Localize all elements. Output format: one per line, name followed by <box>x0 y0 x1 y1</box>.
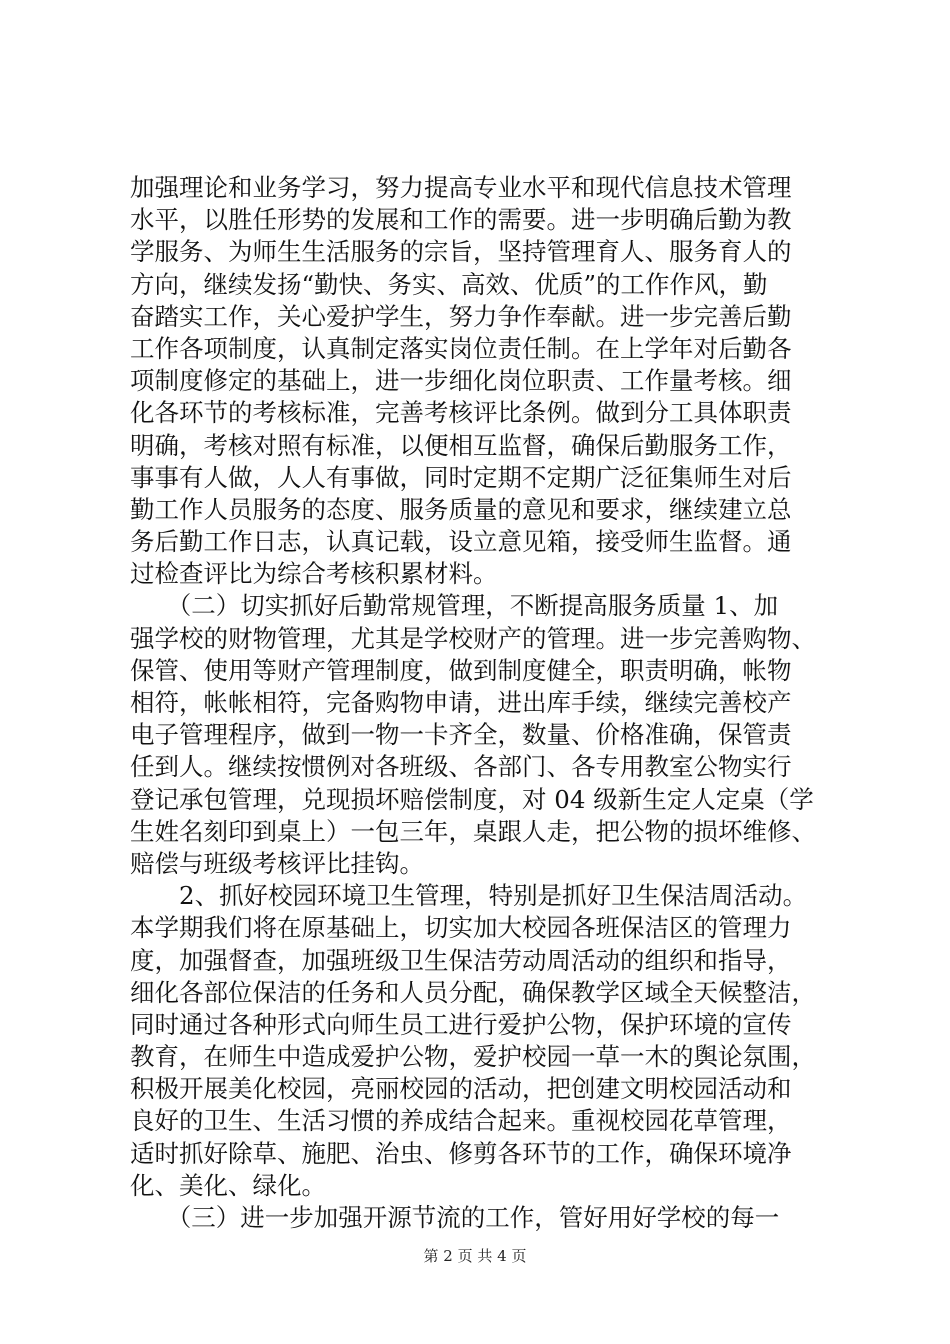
text-line: 学服务、为师生生活服务的宗旨，坚持管理育人、服务育人的 <box>130 237 792 267</box>
text-line: 化各环节的考核标准，完善考核评比条例。做到分工具体职责 <box>130 398 792 428</box>
text-line: 电子管理程序，做到一物一卡齐全，数量、价格准确，保管责 <box>130 720 792 750</box>
text-line: 2、抓好校园环境卫生管理，特别是抓好卫生保洁周活动。 <box>130 881 808 911</box>
text-line: 务后勤工作日志，认真记载，设立意见箱，接受师生监督。通 <box>130 527 792 557</box>
text-line: 过检查评比为综合考核积累材料。 <box>130 559 498 589</box>
text-line: 明确，考核对照有标准，以便相互监督，确保后勤服务工作， <box>130 430 792 460</box>
body-text <box>130 172 830 1234</box>
text-line: 化、美化、绿化。 <box>130 1170 326 1200</box>
text-line: 勤工作人员服务的态度、服务质量的意见和要求，继续建立总 <box>130 494 792 524</box>
text-line: 奋踏实工作，关心爱护学生，努力争作奉献。进一步完善后勤 <box>130 301 792 331</box>
text-line: 水平，以胜任形势的发展和工作的需要。进一步明确后勤为教 <box>130 205 792 235</box>
text-line: （三）进一步加强开源节流的工作，管好用好学校的每一 <box>130 1203 780 1232</box>
text-line: 方向，继续发扬“勤快、务实、高效、优质”的工作作风，勤 <box>130 269 768 299</box>
text-line: 度，加强督查，加强班级卫生保洁劳动周活动的组织和指导， <box>130 945 792 975</box>
text-line: 登记承包管理，兑现损坏赔偿制度，对 04 级新生定人定桌（学 <box>130 784 814 814</box>
text-line: 保管、使用等财产管理制度，做到制度健全，职责明确，帐物 <box>130 655 792 685</box>
text-line: 加强理论和业务学习，努力提高专业水平和现代信息技术管理 <box>130 173 792 202</box>
text-line: 细化各部位保洁的任务和人员分配，确保教学区域全天候整洁， <box>130 977 816 1007</box>
text-line: 良好的卫生、生活习惯的养成结合起来。重视校园花草管理， <box>130 1106 792 1136</box>
text-line: 任到人。继续按惯例对各班级、各部门、各专用教室公物实行 <box>130 752 792 782</box>
text-line: 事事有人做，人人有事做，同时定期不定期广泛征集师生对后 <box>130 462 792 492</box>
text-line: 同时通过各种形式向师生员工进行爱护公物，保护环境的宣传 <box>130 1009 792 1039</box>
text-line: 适时抓好除草、施肥、治虫、修剪各环节的工作，确保环境净 <box>130 1138 792 1168</box>
text-line: 积极开展美化校园，亮丽校园的活动，把创建文明校园活动和 <box>130 1074 792 1104</box>
text-line: 教育，在师生中造成爱护公物，爱护校园一草一木的舆论氛围， <box>130 1042 816 1072</box>
text-line: 赔偿与班级考核评比挂钩。 <box>130 848 424 878</box>
text-line: 工作各项制度，认真制定落实岗位责任制。在上学年对后勤各 <box>130 333 792 363</box>
text-line: 强学校的财物管理，尤其是学校财产的管理。进一步完善购物、 <box>130 623 816 653</box>
text-line: 生姓名刻印到桌上）一包三年，桌跟人走，把公物的损坏维修、 <box>130 816 816 846</box>
text-line: （二）切实抓好后勤常规管理，不断提高服务质量 1、加 <box>130 591 779 621</box>
text-line: 项制度修定的基础上，进一步细化岗位职责、工作量考核。细 <box>130 366 792 396</box>
page-number-footer: 第 2 页 共 4 页 <box>423 1247 527 1265</box>
text-line: 本学期我们将在原基础上，切实加大校园各班保洁区的管理力 <box>130 913 792 943</box>
text-line: 相符，帐帐相符，完备购物申请，进出库手续，继续完善校产 <box>130 688 792 717</box>
